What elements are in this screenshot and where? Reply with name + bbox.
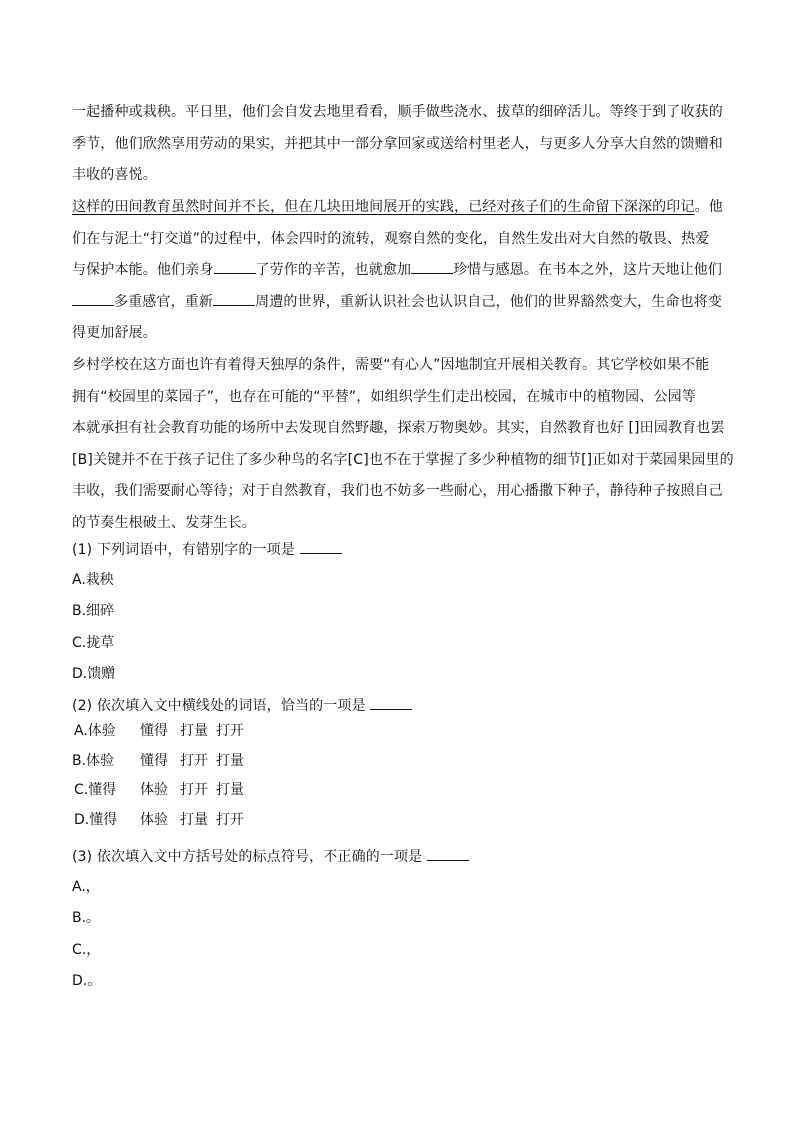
text-line: 们在与泥土“打交道”的过程中，体会四时的流转，观察自然的变化，自然生发出对大自然的敬畏、热爱 bbox=[72, 230, 710, 247]
question-text: (1) 下列词语中，有错别字的一项是 bbox=[72, 542, 300, 558]
passage-paragraph-1 bbox=[72, 97, 724, 192]
q2-option-b bbox=[72, 751, 244, 771]
option-word: 体验 bbox=[140, 812, 168, 828]
option-word: 懂得 bbox=[140, 723, 168, 739]
passage-paragraph-2 bbox=[72, 192, 724, 350]
fill-blank-1 bbox=[214, 259, 256, 274]
option-word: B.体验 bbox=[72, 753, 115, 769]
q1-option-d: D.馈赠 bbox=[72, 666, 116, 682]
q3-option-d: D.。 bbox=[72, 973, 102, 989]
option-word: 打开 bbox=[216, 812, 244, 828]
text-line: 乡村学校在这方面也许有着得天独厚的条件，需要“有心人”因地制宜开展相关教育。其它学校如果不能 bbox=[72, 357, 710, 373]
text-fragment: 了劳作的辛苦，也就愈加 bbox=[255, 262, 412, 278]
q2-option-c bbox=[74, 780, 244, 800]
text-line: 拥有“校园里的菜园子”，也存在可能的“平替”，如组织学生们走出校园，在城市中的植物园、公园等 bbox=[72, 388, 696, 405]
option-word: 打量 bbox=[180, 812, 208, 828]
q1-option-b: B.细碎 bbox=[72, 603, 115, 619]
text-line bbox=[72, 192, 724, 224]
option-word: 打开 bbox=[216, 723, 244, 739]
q1-option-a: A.栽秧 bbox=[72, 572, 114, 588]
text-fragment: 。他 bbox=[694, 199, 723, 215]
question-2-stem bbox=[72, 695, 412, 716]
answer-blank bbox=[427, 846, 469, 861]
text-line: 丰收的喜悦。 bbox=[72, 167, 157, 183]
text-line: 本就承担有社会教育功能的场所中去发现自然野趣，探索万物奥妙。其实，自然教育也好 []田园教育也罢 bbox=[72, 420, 725, 436]
underlined-sentence: 这样的田间教育虽然时间并不长，但在几块田地间展开的实践，已经对孩子们的生命留下深深的印记 bbox=[72, 199, 695, 215]
fill-blank-3 bbox=[72, 291, 114, 306]
option-word: 打量 bbox=[216, 753, 244, 769]
option-word: 打开 bbox=[180, 782, 208, 798]
option-word: 体验 bbox=[140, 782, 168, 798]
option-word: 打量 bbox=[216, 782, 244, 798]
option-word: 打量 bbox=[180, 723, 208, 739]
text-line bbox=[72, 255, 724, 287]
passage-paragraph-3 bbox=[72, 350, 734, 539]
text-fragment: 多重感官，重新 bbox=[114, 293, 214, 310]
option-word: 打开 bbox=[180, 753, 208, 769]
text-line: [B]关键并不在于孩子记住了多少种鸟的名字[C]也不在于掌握了多少种植物的细节[]正如对于菜园果园里的 bbox=[72, 451, 734, 468]
question-text: (3) 依次填入文中方括号处的标点符号，不正确的一项是 bbox=[72, 849, 427, 865]
option-word: C.懂得 bbox=[74, 782, 117, 798]
text-line: 得更加舒展。 bbox=[72, 325, 157, 341]
q1-option-c: C.拢草 bbox=[72, 635, 115, 651]
answer-blank bbox=[300, 539, 342, 554]
option-word: A.体验 bbox=[74, 723, 116, 739]
text-fragment: 珍惜与感恩。在书本之外，这片天地让他们 bbox=[453, 262, 723, 278]
text-line: 一起播种或栽秧。平日里，他们会自发去地里看看，顺手做些浇水、拔草的细碎活儿。等终于到了收获的 bbox=[72, 104, 723, 120]
text-line: 季节，他们欣然享用劳动的果实，并把其中一部分拿回家或送给村里老人，与更多人分享大自然的馈赠和 bbox=[72, 135, 723, 152]
answer-blank bbox=[370, 695, 412, 710]
text-fragment: 周遭的世界，重新认识社会也认识自己，他们的世界豁然变大，生命也将变 bbox=[255, 293, 723, 310]
text-line: 的节奏生根破土、发芽生长。 bbox=[72, 514, 256, 531]
text-fragment: 与保护本能。他们亲身 bbox=[72, 262, 214, 278]
text-line bbox=[72, 287, 724, 319]
option-word: D.懂得 bbox=[74, 812, 118, 828]
q3-option-b: B.。 bbox=[72, 910, 101, 926]
q3-option-a: A.， bbox=[72, 879, 100, 895]
option-word: 懂得 bbox=[140, 753, 168, 769]
question-text: (2) 依次填入文中横线处的词语，恰当的一项是 bbox=[72, 698, 371, 714]
q2-option-a bbox=[74, 721, 244, 741]
q3-option-c: C.， bbox=[72, 942, 101, 958]
question-3-stem bbox=[72, 846, 469, 867]
fill-blank-2 bbox=[411, 259, 453, 274]
fill-blank-4 bbox=[213, 291, 255, 306]
question-1-stem bbox=[72, 539, 342, 560]
q2-option-d bbox=[74, 810, 244, 830]
text-line: 丰收，我们需要耐心等待；对于自然教育，我们也不妨多一些耐心，用心播撒下种子，静待种子按照自己 bbox=[72, 483, 723, 499]
